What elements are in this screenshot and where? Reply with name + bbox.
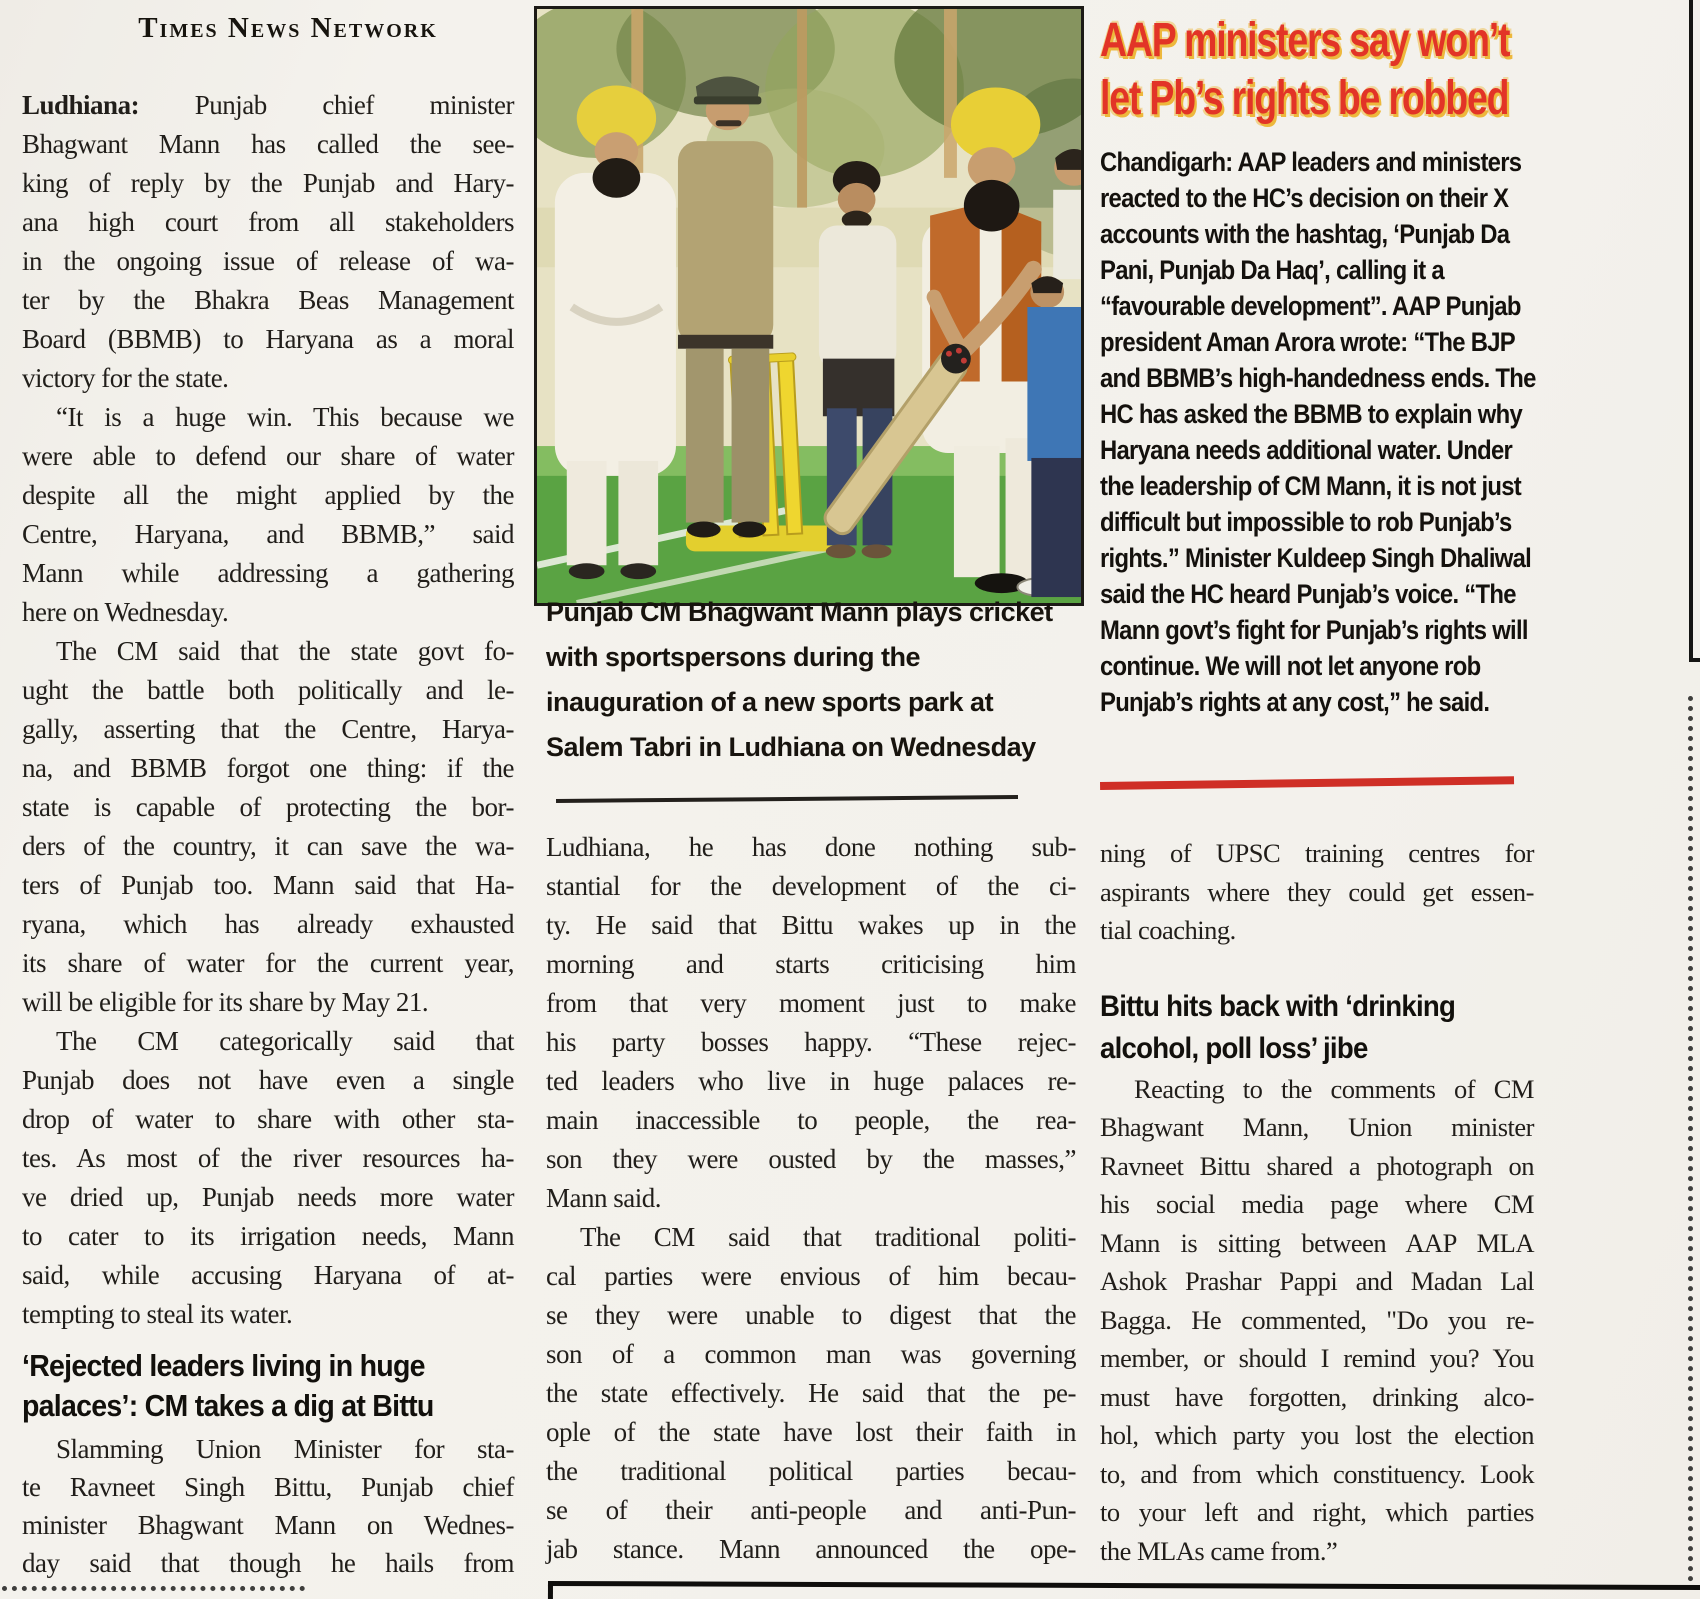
text-line: victory for the state. <box>22 363 229 393</box>
article-column-right <box>1100 12 1534 1570</box>
subhead <box>1100 986 1539 1070</box>
text-line: cal parties were envious of him becau- <box>546 1261 1076 1291</box>
text-line: “favourable development”. AAP Punjab <box>1100 291 1521 321</box>
boldpara <box>1100 144 1545 720</box>
para <box>1100 834 1534 950</box>
text-line: gally, asserting that the Centre, Harya- <box>22 714 514 744</box>
article-column-middle <box>546 828 1076 1569</box>
text-line: Bagga. He commented, "Do you re- <box>1100 1304 1534 1335</box>
text-line: the traditional political parties becau- <box>546 1456 1076 1486</box>
text-line: son of a common man was governing <box>546 1339 1076 1369</box>
text-line: the state effectively. He said that the pe- <box>546 1378 1076 1408</box>
para <box>22 398 514 632</box>
text-line: inauguration of a new sports park at <box>546 687 994 717</box>
text-line: ryana, which has already exhausted <box>22 909 514 939</box>
article-column-left <box>22 10 514 1582</box>
byline: Times News Network <box>138 12 438 44</box>
adjacent-box-corner <box>1689 658 1700 662</box>
text-line: alcohol, poll loss’ jibe <box>1100 1031 1368 1065</box>
text-line: reacted to the HC’s decision on their X <box>1100 183 1509 213</box>
dotted-column-separator-right <box>1688 696 1693 1582</box>
text-line: te Ravneet Singh Bittu, Punjab chief <box>22 1472 514 1502</box>
text-line: here on Wednesday. <box>22 597 229 627</box>
text-line: Bhagwant Mann has called the see- <box>22 129 514 159</box>
text-line: Ashok Prashar Pappi and Madan Lal <box>1100 1266 1534 1296</box>
text-line: Board (BBMB) to Haryana as a moral <box>22 324 514 354</box>
text-line: ve dried up, Punjab needs more water <box>22 1182 514 1212</box>
caption-divider-rule <box>556 795 1018 803</box>
text-line: its share of water for the current year, <box>22 948 514 978</box>
text-line: Ravneet Bittu shared a photograph on <box>1100 1150 1534 1181</box>
text-line: ‘Rejected leaders living in huge <box>22 1348 425 1383</box>
para <box>1100 1070 1534 1571</box>
para <box>22 632 514 1022</box>
text-line: Pani, Punjab Da Haq’, calling it a <box>1100 255 1444 285</box>
text-line: tes. As most of the river resources ha- <box>22 1143 514 1173</box>
text-line: member, or should I remind you? You <box>1100 1343 1534 1373</box>
text-line: Ludhiana: Punjab chief minister <box>22 90 514 120</box>
text-line: must have forgotten, drinking alco- <box>1100 1381 1534 1412</box>
text-line: se they were unable to digest that the <box>546 1300 1076 1330</box>
text-line: president Aman Arora wrote: “The BJP <box>1100 327 1515 357</box>
right-column-text <box>1100 144 1534 1570</box>
headline <box>1100 12 1567 128</box>
text-line: The CM categorically said that <box>56 1026 514 1056</box>
text-line: jab stance. Mann announced the ope- <box>546 1534 1076 1564</box>
text-line: tial coaching. <box>1100 915 1236 945</box>
text-line: Bhagwant Mann, Union minister <box>1100 1112 1534 1142</box>
text-line: Reacting to the comments of CM <box>1134 1073 1534 1104</box>
text-line: Haryana needs additional water. Under <box>1100 435 1513 465</box>
text-line: “It is a huge win. This because we <box>56 402 514 432</box>
text-line: Punjab CM Bhagwant Mann plays cricket <box>546 597 1053 627</box>
left-column-text <box>22 86 514 1582</box>
text-line: his party bosses happy. “These rejec- <box>546 1027 1076 1057</box>
text-line: minister Bhagwant Mann on Wednes- <box>22 1510 514 1540</box>
text-line: his social media page where CM <box>1100 1189 1534 1219</box>
text-line: will be eligible for its share by May 21. <box>22 987 429 1017</box>
para <box>22 1430 514 1582</box>
text-line: Mann while addressing a gathering <box>22 558 514 588</box>
text-line: the MLAs came from.” <box>1100 1535 1338 1566</box>
para <box>22 1022 514 1334</box>
text-line: let Pb’s rights be robbed <box>1100 72 1509 125</box>
subhead <box>22 1346 520 1426</box>
text-line: stantial for the development of the ci- <box>546 871 1076 901</box>
text-line: Centre, Haryana, and BBMB,” said <box>22 519 514 549</box>
text-line: to cater to its irrigation needs, Mann <box>22 1221 514 1251</box>
text-line: ning of UPSC training centres for <box>1100 838 1534 868</box>
photo-illustration <box>537 9 1081 603</box>
text-line: and BBMB’s high-handedness ends. The <box>1100 363 1536 393</box>
text-line: ders of the country, it can save the wa- <box>22 831 514 861</box>
text-line: rights.” Minister Kuldeep Singh Dhaliwal <box>1100 543 1532 573</box>
text-line: Chandigarh: AAP leaders and ministers <box>1100 147 1522 177</box>
text-line: main inaccessible to people, the rea- <box>546 1105 1076 1135</box>
text-line: difficult but impossible to rob Punjab’s <box>1100 507 1512 537</box>
para <box>22 86 514 398</box>
text-line: Punjab’s rights at any cost,” he said. <box>1100 687 1490 717</box>
text-line: in the ongoing issue of release of wa- <box>22 246 514 276</box>
adjacent-box-vertical-rule <box>1689 0 1693 660</box>
text-line: ople of the state have lost their faith in <box>546 1417 1076 1447</box>
text-line: na, and BBMB forgot one thing: if the <box>22 753 514 783</box>
text-line: were able to defend our share of water <box>22 441 514 471</box>
text-line: hol, which party you lost the election <box>1100 1420 1534 1450</box>
text-line: despite all the might applied by the <box>22 480 514 510</box>
text-line: aspirants where they could get essen- <box>1100 876 1534 907</box>
text-line: Slamming Union Minister for sta- <box>56 1434 514 1464</box>
text-line: palaces’: CM takes a dig at Bittu <box>22 1388 434 1423</box>
text-line: Punjab does not have even a single <box>22 1065 514 1095</box>
text-line: said the HC heard Punjab’s voice. “The <box>1100 579 1516 609</box>
text-line: day said that though he hails from <box>22 1548 514 1578</box>
text-line: continue. We will not let anyone rob <box>1100 651 1481 681</box>
text-line: Ludhiana, he has done nothing sub- <box>546 832 1076 862</box>
text-line: state is capable of protecting the bor- <box>22 792 514 822</box>
text-line: ana high court from all stakeholders <box>22 207 514 237</box>
text-line: with sportspersons during the <box>546 642 921 672</box>
text-line: morning and starts criticising him <box>546 949 1076 979</box>
bottom-box-border <box>548 1581 1700 1599</box>
text-line: HC has asked the BBMB to explain why <box>1100 399 1523 429</box>
text-line: ty. He said that Bittu wakes up in the <box>546 910 1076 940</box>
text-line: drop of water to share with other sta- <box>22 1104 514 1134</box>
text-line: Salem Tabri in Ludhiana on Wednesday <box>546 732 1036 762</box>
text-line: ught the battle both politically and le- <box>22 675 514 705</box>
text-line: The CM said that traditional politi- <box>580 1222 1076 1252</box>
text-line: accounts with the hashtag, ‘Punjab Da <box>1100 219 1510 249</box>
text-line: king of reply by the Punjab and Hary- <box>22 168 514 198</box>
left-edge-fragments <box>0 0 16 1599</box>
text-line: AAP ministers say won’t <box>1100 14 1510 67</box>
text-line: to, and from which constituency. Look <box>1100 1458 1534 1489</box>
para <box>546 828 1076 1218</box>
text-line: The CM said that the state govt fo- <box>56 636 514 666</box>
text-line: ters of Punjab too. Mann said that Ha- <box>22 870 514 900</box>
text-line: the leadership of CM Mann, it is not just <box>1100 471 1522 501</box>
text-line: Mann govt’s fight for Punjab’s rights will <box>1100 615 1528 645</box>
text-line: Bittu hits back with ‘drinking <box>1100 989 1456 1023</box>
text-line: Mann is sitting between AAP MLA <box>1100 1227 1534 1258</box>
text-line: ter by the Bhakra Beas Management <box>22 285 514 315</box>
red-section-divider <box>1100 776 1514 790</box>
para <box>546 1218 1076 1569</box>
text-line: son they were ousted by the masses,” <box>546 1144 1076 1174</box>
text-line: from that very moment just to make <box>546 988 1076 1018</box>
text-line: Mann said. <box>546 1183 661 1213</box>
news-photo <box>534 6 1084 606</box>
text-line: tempting to steal its water. <box>22 1299 293 1329</box>
text-line: se of their anti-people and anti-Pun- <box>546 1495 1076 1525</box>
text-line: said, while accusing Haryana of at- <box>22 1260 514 1290</box>
text-line: to your left and right, which parties <box>1100 1497 1534 1527</box>
photo-caption <box>546 590 1078 770</box>
text-line: ted leaders who live in huge palaces re- <box>546 1066 1076 1096</box>
dotted-separator-bottom-left <box>2 1586 305 1591</box>
